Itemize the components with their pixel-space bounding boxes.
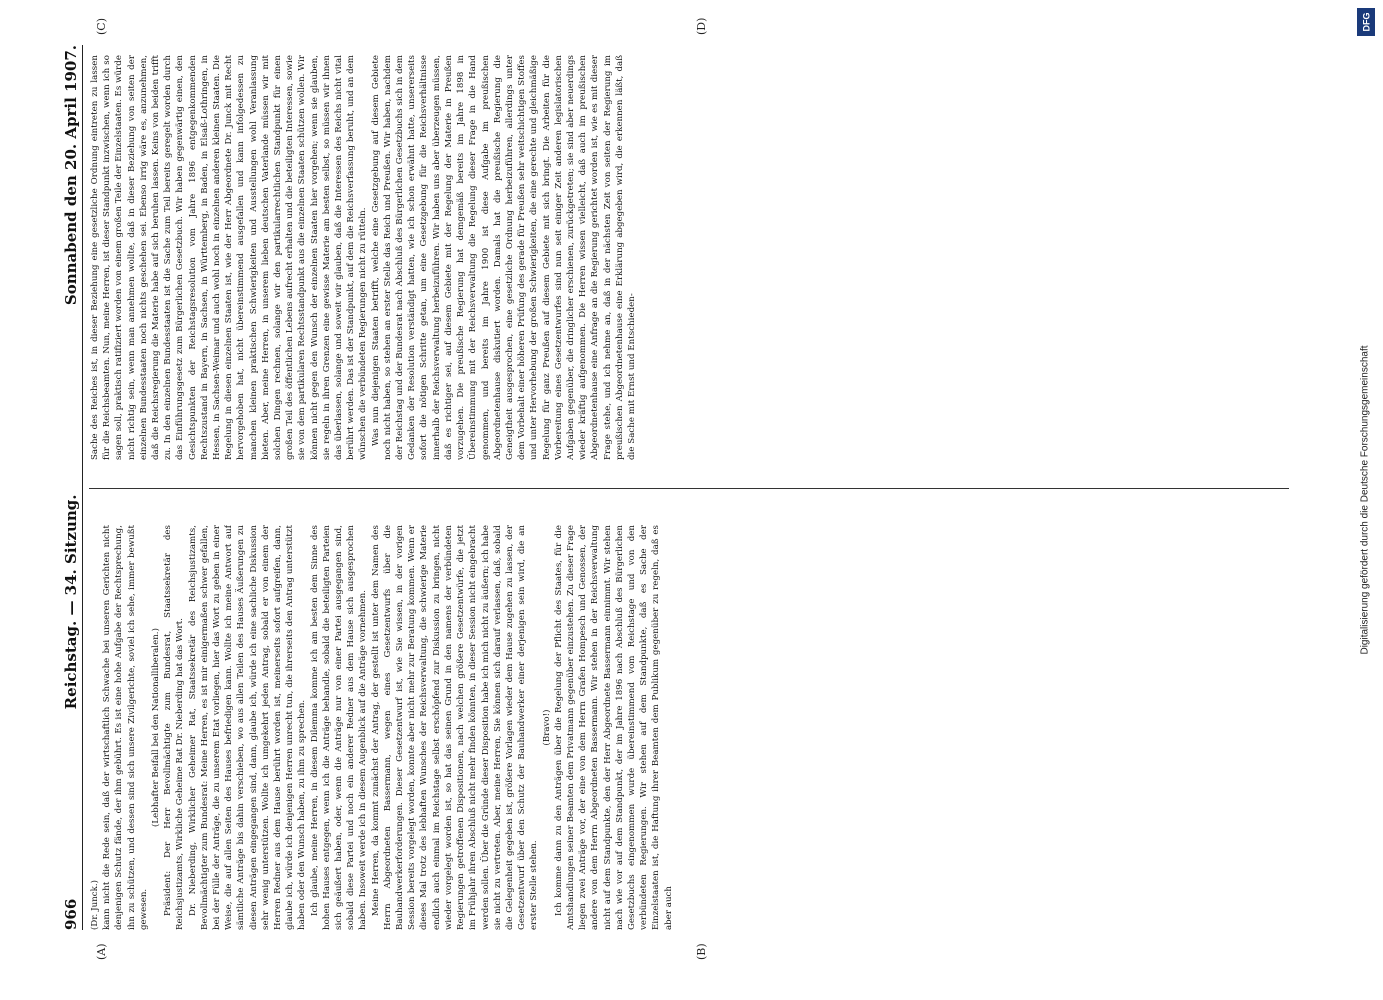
applause-note: (Lebhafter Beifall bei den Nationalliberalen.): [151, 628, 162, 827]
right-text-column: [89, 55, 1329, 460]
paragraph: kann nicht die Rede sein, daß der wirtschaftlich Schwache bei unseren Gerichten nicht denjenigen Schutz fände, der ihm gebührt. Es ist eine hohe Aufgabe der Rechtsprechung, ihn zu schützen, und dessen sind sich unsere Zivilgerichte, soviel ich sehe, immer bewußt gewesen.: [102, 525, 149, 930]
paragraph: Präsident: Der Herr Bevollmächtigte zum Bundesrat, Staatssekretär des Reichsjustizamts, Wirkliche Geheime Rat Dr. Nieberding hat das Wort.: [163, 525, 186, 930]
margin-letter-b: (B): [695, 943, 708, 960]
speaker-lead: (Dr. Junck.): [90, 879, 100, 930]
margin-letter-c: (C): [95, 18, 108, 35]
dfg-logo: DFG: [1357, 8, 1375, 36]
left-text-column: [89, 525, 1329, 930]
applause-note: (Bravo!): [541, 709, 552, 746]
paragraph: Dr. Nieberding, Wirklicher Geheimer Rat, Staatssekretär des Reichsjustizamts, Bevollmächtigter zum Bundesrat: Meine Herren, es ist mir einigermaßen schwer gefallen, bei der Fülle der Anträge, die zu unserem Etat vorliegen, hier das Wort zu geben in einer Weise, die auf allen Seiten des Hauses befriedigen kann. Wollte ich meine Antwort auf sämtliche Anträge bis dahin verschieben, wo aus allen Teilen des Hauses Äußerungen zu diesen Anträgen eingegangen sind, dann, glaube ich, würde ich eine sachliche Diskussion sehr wenig unterstützen. Wollte ich umgekehrt jeden Antrag, sobald er von einem der Herren Redner aus dem Hause berührt worden ist, meinerseits sofort aufgreifen, dann, glaube ich, würde ich denjenigen Herren unrecht tun, die ihrerseits den Antrag unterstützt haben oder den Wunsch haben, zu ihm zu sprechen.: [187, 525, 308, 930]
session-title: Reichstag. — 34. Sitzung.: [62, 494, 80, 710]
column-divider: [89, 488, 1289, 489]
paragraph: Sache des Reiches ist, in dieser Beziehung eine gesetzliche Ordnung eintreten zu lassen für die Reichsbeamten. Nun, meine Herren, ist dieser Standpunkt inzwischen, wenn ich so sagen soll, praktisch ratifiziert worden von einem großen Teile der Einzelstaaten. Es würde nicht richtig sein, wenn man annehmen wollte, daß in dieser Beziehung von seiten der einzelnen Bundesstaaten noch nichts geschehen sei. Ebenso irrig wäre es, anzunehmen, daß die Reichsregierung die Materie habe auf sich beruhen lassen. Keins von beiden trifft zu. In den einzelnen Bundesstaaten ist die Sache zum Teil bereits geregelt worden durch das Einführungsgesetz zum Bürgerlichen Gesetzbuch. Wir haben gegenwärtig einen, den Gesichtspunkten der Reichstagsresolution vom Jahre 1896 entgegenkommenden Rechtszustand in Bayern, in Sachsen, in Württemberg, in Baden, in Elsaß-Lothringen, in Hessen, in Sachsen-Weimar und auch wohl noch in einzelnen anderen kleinen Staaten. Die Regelung in diesen einzelnen Staaten ist, wie der Herr Abgeordnete Dr. Junck mit Recht hervorgehoben hat, nicht übereinstimmend ausgefallen und kann infolgedessen zu manchen kleinen praktischen Schwierigkeiten und Ausstellungen wohl Veranlassung bieten. Aber, meine Herren, in unserem lieben deutschen Vaterlande müssen wir mit solchen Dingen rechnen, solange wir den partikularrechtlichen Standpunkt für einen großen Teil des öffentlichen Lebens aufrecht erhalten und die beteiligten Interessen, sowie sie von dem partikularen Rechtsstandpunkt aus die einzelnen Staaten schützen wollen. Wir können nicht gegen den Wunsch der einzelnen Staaten hier vorgehen; wenn sie glauben, sie regeln in ihren Grenzen eine gewisse Materie am besten selbst, so müssen wir ihnen das überlassen, solange und soweit wir glauben, daß die Interessen des Reichs nicht vital berührt werden. Das ist der Standpunkt, auf dem die Reichsverfassung beruht, und an dem wünschen die verbündeten Regierungen nicht zu rütteln.: [90, 55, 369, 460]
page-number: 966: [62, 898, 80, 930]
credit-text: Digitalisierung gefördert durch die Deutsche Forschungsgemeinschaft: [1359, 345, 1371, 655]
rotated-document-page: [55, 17, 1340, 960]
paragraph: Ich komme dann zu den Anträgen über die Regelung der Pflicht des Staates, für die Amtshandlungen seiner Beamten dem Privatmann gegenüber einzustehen. Zu dieser Frage liegen zwei Anträge vor, der eine von dem Herrn Grafen Hompesch und Genossen, der andere von dem Herrn Abgeordneten Bassermann. Wir stehen in der Reichsverwaltung nicht auf dem Standpunkte, den der Herr Abgeordnete Bassermann einnimmt. Wir stehen nach wie vor auf dem Standpunkt, der im Jahre 1896 nach Abschluß des Bürgerlichen Gesetzbuchs eingenommen wurde übereinstimmend vom Reichstage und von den verbündeten Regierungen. Wir stehen auf dem Standpunkte, daß es Sache der Einzelstaaten ist, die Haftung ihrer Beamten dem Publikum gegenüber zu regeln, daß es aber auch: [553, 525, 674, 930]
digitization-credit: [1353, 0, 1377, 1000]
page-header: [55, 45, 83, 930]
session-date: Sonnabend den 20. April 1907.: [62, 45, 80, 306]
paragraph: Ich glaube, meine Herren, in diesem Dilemma komme ich am besten dem Sinne des hohen Hauses entgegen, wenn ich die Anträge behandle, sobald die beteiligten Parteien sich geäußert haben, oder, wenn die Anträge nur von einer Partei ausgegangen sind, sobald diese Partei und noch ein anderer Redner aus dem Hause sich ausgesprochen haben. Insoweit werde ich in diesem Augenblick auf die Anträge vornehmen.: [309, 525, 369, 930]
margin-letter-d: (D): [695, 17, 708, 35]
margin-letter-a: (A): [95, 943, 108, 960]
paragraph: Meine Herren, da kommt zunächst der Antrag, der gestellt ist unter dem Namen des Herrn Abgeordneten Bassermann, wegen eines Gesetzentwurfs über die Bauhandwerkerforderungen. Dieser Gesetzentwurf ist, wie Sie wissen, in der vorigen Session bereits vorgelegt worden, konnte aber nicht mehr zur Beratung kommen. Wenn er dieses Mal trotz des lebhaften Wunsches der Reichsverwaltung, die schwierige Materie endlich auch einmal im Reichstage selbst erschöpfend zur Diskussion zu bringen, nicht wieder vorgelegt worden ist, so hat das seinen Grund in den namens der verbündeten Regierungen getroffenen Dispositionen, nach welchen größere Gesetzentwürfe, die jetzt im Frühjahr ihren Abschluß nicht mehr finden könnten, in dieser Session nicht eingebracht werden sollen. Über die Gründe dieser Disposition habe ich mich nicht zu äußern; ich habe sie nicht zu vertreten. Aber, meine Herren, Sie können sich darauf verlassen, daß, sobald die Gelegenheit gegeben ist, größere Vorlagen wieder dem Hause zugehen zu lassen, der Gesetzentwurf über den Schutz der Bauhandwerker einer derjenigen sein wird, die an erster Stelle stehen.: [370, 525, 540, 930]
paragraph: Was nun diejenigen Staaten betrifft, welche eine Gesetzgebung auf diesem Gebiete noch nicht haben, so stehen an erster Stelle das Reich und Preußen. Wir haben, nachdem der Reichstag und der Bundesrat nach Abschluß des Bürgerlichen Gesetzbuchs sich in dem Gedanken der Resolution verständigt hatten, wie ich schon erwähnt hatte, unsererseits sofort die nötigen Schritte getan, um eine Gesetzgebung für die Reichsverhältnisse innerhalb der Reichsverwaltung herbeizuführen. Wir haben uns aber überzeugen müssen, daß es richtiger sei, auf diesem Gebiete mit der Regelung der Materie in Preußen vorzugehen. Die preußische Regierung hat demgemäß bereits im Jahre 1898 in Übereinstimmung mit der Reichsverwaltung die Regelung dieser Frage in die Hand genommen, und bereits im Jahre 1900 ist diese Aufgabe im preußischen Abgeordnetenhause diskutiert worden. Damals hat die preußische Regierung die Geneigtheit ausgesprochen, eine gesetzliche Ordnung herbeizuführen, allerdings unter dem Vorbehalt einer höheren Prüfung des gerade für Preußen sehr weitschichtigen Stoffes und unter Hervorhebung der großen Schwierigkeiten, die eine gerechte und gleichmäßige Regelung für ganz Preußen auf diesem Gebiete mit sich bringt. Die Arbeiten für die Vorbereitung eines Gesetzentwurfes sind nun seit einiger Zeit anderen legislatorischen Aufgaben gegenüber, die dringlicher erschienen, zurückgetreten; sie sind aber neuerdings wieder kräftig aufgenommen. Die Herren wissen vielleicht, daß auch im preußischen Abgeordnetenhause eine Anfrage an die Regierung gerichtet worden ist, wie es mit dieser Frage stehe, und ich nehme an, daß in der nächsten Zeit von seiten der Regierung im preußischen Abgeordnetenhause eine Erklärung abgegeben wird, die erkennen läßt, daß die Sache mit Ernst und Entschieden-: [370, 55, 637, 460]
